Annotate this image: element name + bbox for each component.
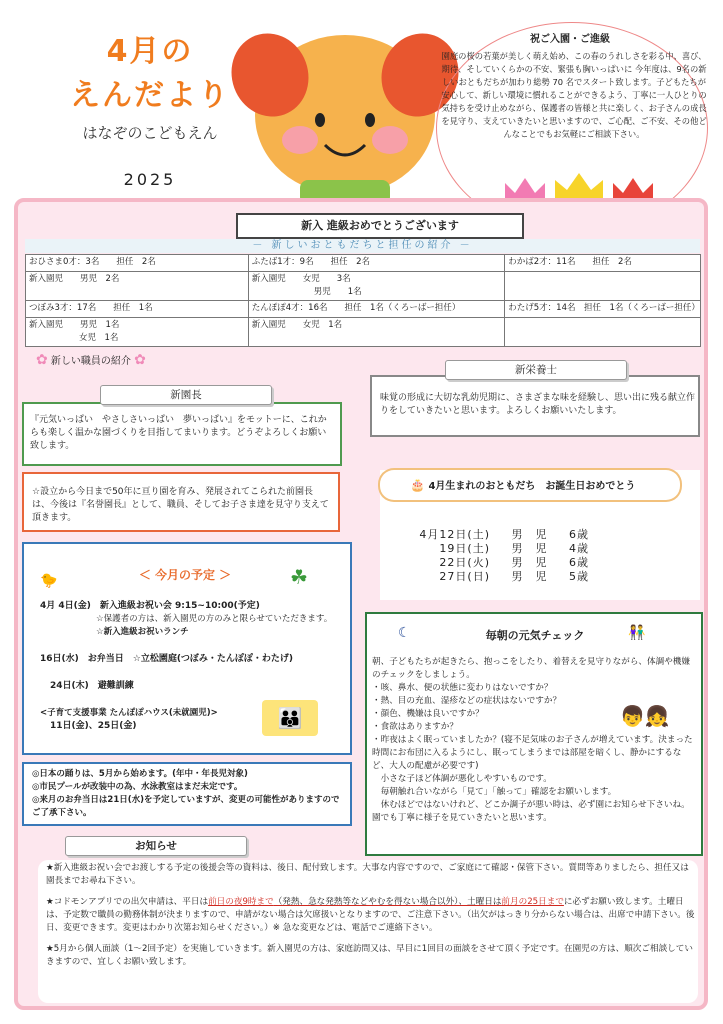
table-row [26, 301, 701, 318]
schedule-item: 4月 4日(金) 新入進級お祝い会 9:15~10:00(予定) [40, 601, 260, 611]
year: 2025 [123, 170, 177, 189]
schedule-item: ☆新入進級お祝いランチ [96, 627, 189, 637]
intro-subtitle: － 新しいおともだちと担任の紹介 － [25, 239, 700, 253]
kids-icon: 👫 [628, 625, 646, 641]
health-title: 毎朝の元気チェック [485, 629, 585, 642]
flower-icon: ✿ [36, 352, 48, 368]
list-item [390, 542, 690, 556]
staff-heading-text: 新しい職員の紹介 [50, 356, 131, 367]
schedule-item: 24日(木) 避難訓練 [50, 681, 134, 691]
class-cell: わかば2才：11名 担任 2名 [505, 255, 701, 272]
notice-text: ★コドモンアプリでの出欠申請は、平日は [46, 897, 209, 907]
bday-date: 4月12日(土) [419, 528, 490, 541]
bday-gender: 男 児 [511, 556, 548, 569]
flower-icon: ✿ [134, 352, 146, 368]
notice-text: に必ずお願い致します。土曜日は、予定数で職員の勤務体制が決まりますので、申請がない場合は欠席扱いとなりますので、ご注意下さい。（出欠がはっきり分からない場合は、出席で申請下さい。後日、変更できます。変更はわかり次第お知らせください。）※ 急な変更などは、電話でご連絡下さい。 [46, 897, 695, 933]
list-item: 休むほどではないけれど、どこか調子が悪い時は、必ず園にお知らせ下さいね。園でも丁寧に様子を見ていきたいと思います。 [372, 800, 690, 823]
class-cell: おひさま0才：3名 担任 2名 [26, 255, 249, 272]
class-cell: ふたば1才：9名 担任 2名 [248, 255, 505, 272]
class-table [25, 254, 701, 347]
highlight-deadline: 前月の25日まで [501, 897, 564, 907]
bday-date: 27日(日) [439, 570, 490, 583]
list-item [390, 570, 690, 584]
class-line: 女児 1名 [79, 333, 119, 343]
former-director-note: ☆設立から今日まで50年に亘り園を育み、発展されてこられた前園長は、今後は『名誉園長』として、職員、そしてお子さま達を見守り支えて頂きます。 [22, 472, 340, 532]
list-item: 朝、子どもたちが起きたら、抱っこをしたり、着替えを見守りながら、体調や機嫌のチェックをしましょう。 [372, 657, 690, 680]
clover-icon: ☘ [290, 565, 308, 589]
table-row [26, 255, 701, 272]
list-item [390, 528, 690, 542]
dog-illustration [230, 20, 460, 210]
list-item: 小さな子ほど体調が悪化しやすいものです。 [372, 774, 552, 784]
class-cell [505, 318, 701, 347]
table-row [26, 272, 701, 301]
notice-item: ★新入進級お祝い会でお渡しする予定の後援会等の資料は、後日、配付致します。大事な内容ですので、ご家庭にて確認・保管下さい。質問等ありましたら、担任又は園長までお尋ね下さい。 [46, 863, 689, 886]
class-cell: 新入園児 男児 2名 [26, 272, 249, 301]
info-line: ◎市民プールが改装中の為、水泳教室はまだ未定です。 [32, 782, 243, 792]
class-line: 男児 1名 [313, 287, 362, 297]
nutritionist-tab: 新栄養士 [445, 360, 627, 380]
schedule-item: 16日(水) お弁当日 ☆立松園庭(つぼみ・たんぽぽ・わたげ) [40, 654, 294, 664]
birthday-list [390, 528, 690, 584]
title-line-2: えんだより [70, 78, 230, 113]
bday-gender: 男 児 [511, 570, 548, 583]
class-line: 新入園児 男児 1名 [29, 320, 120, 330]
school-name: はなぞのこどもえん [82, 124, 218, 142]
faces-icon: 👦👧 [620, 704, 670, 728]
class-cell: たんぽぽ4才：16名 担任 1名（くろーばー担任） [248, 301, 505, 318]
children-picture-icon: 👪 [262, 700, 318, 736]
list-item: 毎朝触れ合いながら「見て」「触って」確認をお願いします。 [372, 787, 617, 797]
class-cell [505, 272, 701, 301]
list-item: ・昨夜はよく眠っていましたか？(寝不足気味のお子さんが増えています。決まった時間にお布団に入るようにし、眠ってしまうまでは部屋を暗くし、静かにするなど、大人の配慮が必要です) [372, 735, 693, 771]
welcome-banner: 新入 進級おめでとうございます [236, 213, 524, 239]
class-cell: 新入園児 女児 1名 [248, 318, 505, 347]
notice-item [46, 896, 696, 935]
info-line: ◎日本の踊りは、5月から始めます。(年中・年長児対象) [32, 769, 248, 779]
class-cell: つぼみ3才：17名 担任 1名 [26, 301, 249, 318]
bday-age: 6歳 [569, 556, 589, 569]
class-cell [248, 272, 505, 301]
notice-tab: お知らせ [65, 836, 247, 856]
list-item: ・顔色、機嫌は良いですか？ [372, 709, 484, 719]
nutritionist-text: 味覚の形成に大切な乳幼児期に、さまざまな味を経験し、思い出に残る献立作りをしていきたいと思います。よろしくお願いいたします。 [380, 393, 696, 416]
schedule-title: ＜ 今月の予定 ＞ [138, 568, 232, 582]
list-item: ・熱、目の充血、湿疹などの症状はないですか？ [372, 696, 562, 706]
page-title [60, 30, 240, 118]
notice-item: ★5月から個人面談（1～2回予定）を実施していきます。新入園児の方は、家庭訪問又は、早目に1回目の面談をさせて頂く予定です。在園児の方は、順次ご相談していきますので、宜しくお願い致します。 [46, 944, 693, 967]
health-list [372, 656, 698, 825]
director-tab: 新園長 [100, 385, 272, 405]
table-row [26, 318, 701, 347]
greeting-body: 園庭の桜の若葉が美しく萌え始め、この春のうれしさを彩る中、喜び、期待、そしていくらかの不安、緊張も胸いっぱいに 今年度は、9名の新しいおともだちが加わり総勢 70 名でスタート致します。子どもたちが安心して、新しい環境に慣れることができるよう、丁寧に一人ひとりの気持ちを受け止めながら、保護者の皆様と共に楽しく、お子さんの成長を見守り、支えていきたいと思いますので、ご心配、ご不安、その他どんなことでもお気軽にご相談下さい。 [441, 51, 707, 139]
bday-gender: 男 児 [511, 528, 548, 541]
bird-icon: 🐤 [40, 573, 58, 589]
notice-text: （発熱、急な発熱等などやむを得ない場合以外）、土曜日は [273, 897, 502, 907]
class-cell [26, 318, 249, 347]
notice-list [46, 862, 696, 969]
schedule-item: ☆保護者の方は、新入園児の方のみと限らせていただきます。 [96, 614, 333, 624]
highlight-deadline: 前日の夜9時まで [208, 897, 274, 907]
director-text: 『元気いっぱい やさしさいっぱい 夢いっぱい』をモットーに、これからも楽しく温かな園づくりを目指してまいります。どうぞよろしくお願い致します。 [30, 415, 327, 451]
bday-gender: 男 児 [511, 542, 548, 555]
list-item: ・咳、鼻水、便の状態に変わりはないですか？ [372, 683, 553, 693]
bday-date: 22日(火) [439, 556, 490, 569]
moon-icon: ☾ [398, 625, 411, 641]
list-item: ・食欲はありますか？ [372, 722, 458, 732]
bday-age: 6歳 [569, 528, 589, 541]
info-notes [22, 762, 352, 826]
greeting-title: 祝ご入園・ご進級 [530, 34, 610, 45]
staff-heading [36, 352, 146, 368]
class-cell: わたげ5才：14名 担任 1名（くろーばー担任） [505, 301, 701, 318]
schedule-item: <子育て支援事業 たんぽぽハウス(未就園児)> [40, 708, 218, 718]
title-line-1: 4月の [106, 34, 194, 69]
bday-date: 19日(土) [439, 542, 490, 555]
birthday-title [380, 470, 680, 500]
schedule-item: 11日(金)、25日(金) [50, 721, 137, 731]
class-line: 新入園児 女児 3名 [251, 274, 351, 284]
birthday-title-text: 4月生まれのおともだち お誕生日おめでとう [428, 481, 636, 492]
cake-icon: 🎂 [410, 478, 425, 492]
bday-age: 5歳 [569, 570, 589, 583]
list-item [390, 556, 690, 570]
bday-age: 4歳 [569, 542, 589, 555]
info-line: ◎来月のお弁当日は21日(水)を予定していますが、変更の可能性がありますのでご了承下さい。 [32, 795, 340, 818]
